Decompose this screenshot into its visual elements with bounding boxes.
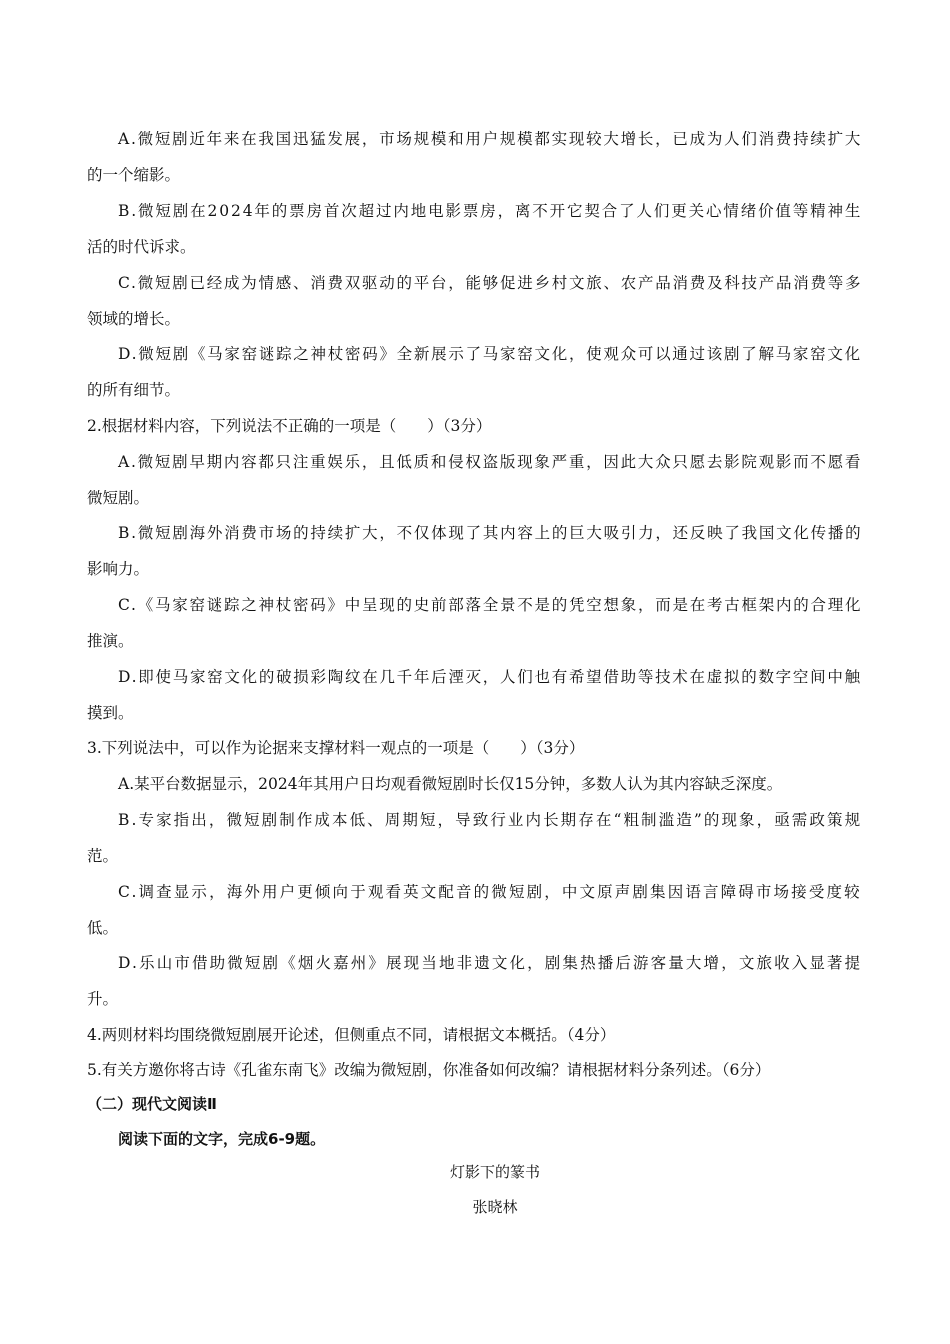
q2-option-c-line1: C.《马家窑谜踪之神杖密码》中呈现的史前部落全景不是的凭空想象，而是在考古框架内的合理化 xyxy=(118,596,863,614)
article-author: 张晓林 xyxy=(472,1198,518,1216)
section-instruction: 阅读下面的文字，完成6-9题。 xyxy=(118,1130,326,1148)
q3-stem: 3.下列说法中，可以作为论据来支撑材料一观点的一项是（ ）（3分） xyxy=(87,739,585,757)
q2-option-c-line2: 推演。 xyxy=(87,632,134,650)
q1-option-d-line1: D.微短剧《马家窑谜踪之神杖密码》全新展示了马家窑文化，使观众可以通过该剧了解马家窑文化 xyxy=(118,345,862,363)
q5-stem: 5.有关方邀你将古诗《孔雀东南飞》改编为微短剧，你准备如何改编？请根据材料分条列述。（6分） xyxy=(87,1061,771,1079)
q3-option-c-line1: C.调查显示，海外用户更倾向于观看英文配音的微短剧，中文原声剧集因语言障碍市场接受度较 xyxy=(118,883,862,901)
section-heading: （二）现代文阅读Ⅱ xyxy=(87,1095,217,1113)
q3-option-c-line2: 低。 xyxy=(87,919,119,937)
q1-option-a-line1: A.微短剧近年来在我国迅猛发展，市场规模和用户规模都实现较大增长，已成为人们消费持续扩大 xyxy=(118,130,863,148)
q3-option-d-line2: 升。 xyxy=(87,990,119,1008)
q2-option-d-line2: 摸到。 xyxy=(87,704,134,722)
q1-option-d-line2: 的所有细节。 xyxy=(87,381,181,399)
q2-stem: 2.根据材料内容，下列说法不正确的一项是（ ）（3分） xyxy=(87,417,492,435)
q2-option-d-line1: D.即使马家窑文化的破损彩陶纹在几千年后湮灭，人们也有希望借助等技术在虚拟的数字空间中触 xyxy=(118,668,862,686)
q1-option-b-line1: B.微短剧在2024年的票房首次超过内地电影票房，离不开它契合了人们更关心情绪价值等精神生 xyxy=(118,202,863,220)
q3-option-b-line1: B.专家指出，微短剧制作成本低、周期短，导致行业内长期存在“粗制滥造”的现象，亟需政策规 xyxy=(118,811,863,829)
q1-option-b-line2: 活的时代诉求。 xyxy=(87,238,196,256)
q2-option-b-line1: B.微短剧海外消费市场的持续扩大，不仅体现了其内容上的巨大吸引力，还反映了我国文化传播的 xyxy=(118,524,863,542)
q1-option-a-line2: 的一个缩影。 xyxy=(87,166,181,184)
q2-option-b-line2: 影响力。 xyxy=(87,560,150,578)
q4-stem: 4.两则材料均围绕微短剧展开论述，但侧重点不同，请根据文本概括。（4分） xyxy=(87,1026,616,1044)
q3-option-a-line1: A.某平台数据显示，2024年其用户日均观看微短剧时长仅15分钟，多数人认为其内容缺乏深度。 xyxy=(118,775,783,793)
q2-option-a-line2: 微短剧。 xyxy=(87,489,150,507)
q1-option-c-line2: 领域的增长。 xyxy=(87,310,181,328)
q2-option-a-line1: A.微短剧早期内容都只注重娱乐，且低质和侵权盗版现象严重，因此大众只愿去影院观影而不愿看 xyxy=(118,453,863,471)
q3-option-b-line2: 范。 xyxy=(87,847,119,865)
q1-option-c-line1: C.微短剧已经成为情感、消费双驱动的平台，能够促进乡村文旅、农产品消费及科技产品消费等多 xyxy=(118,274,863,292)
q3-option-d-line1: D.乐山市借助微短剧《烟火嘉州》展现当地非遗文化，剧集热播后游客量大增，文旅收入显著提 xyxy=(118,954,863,972)
article-title: 灯影下的篆书 xyxy=(449,1163,540,1181)
